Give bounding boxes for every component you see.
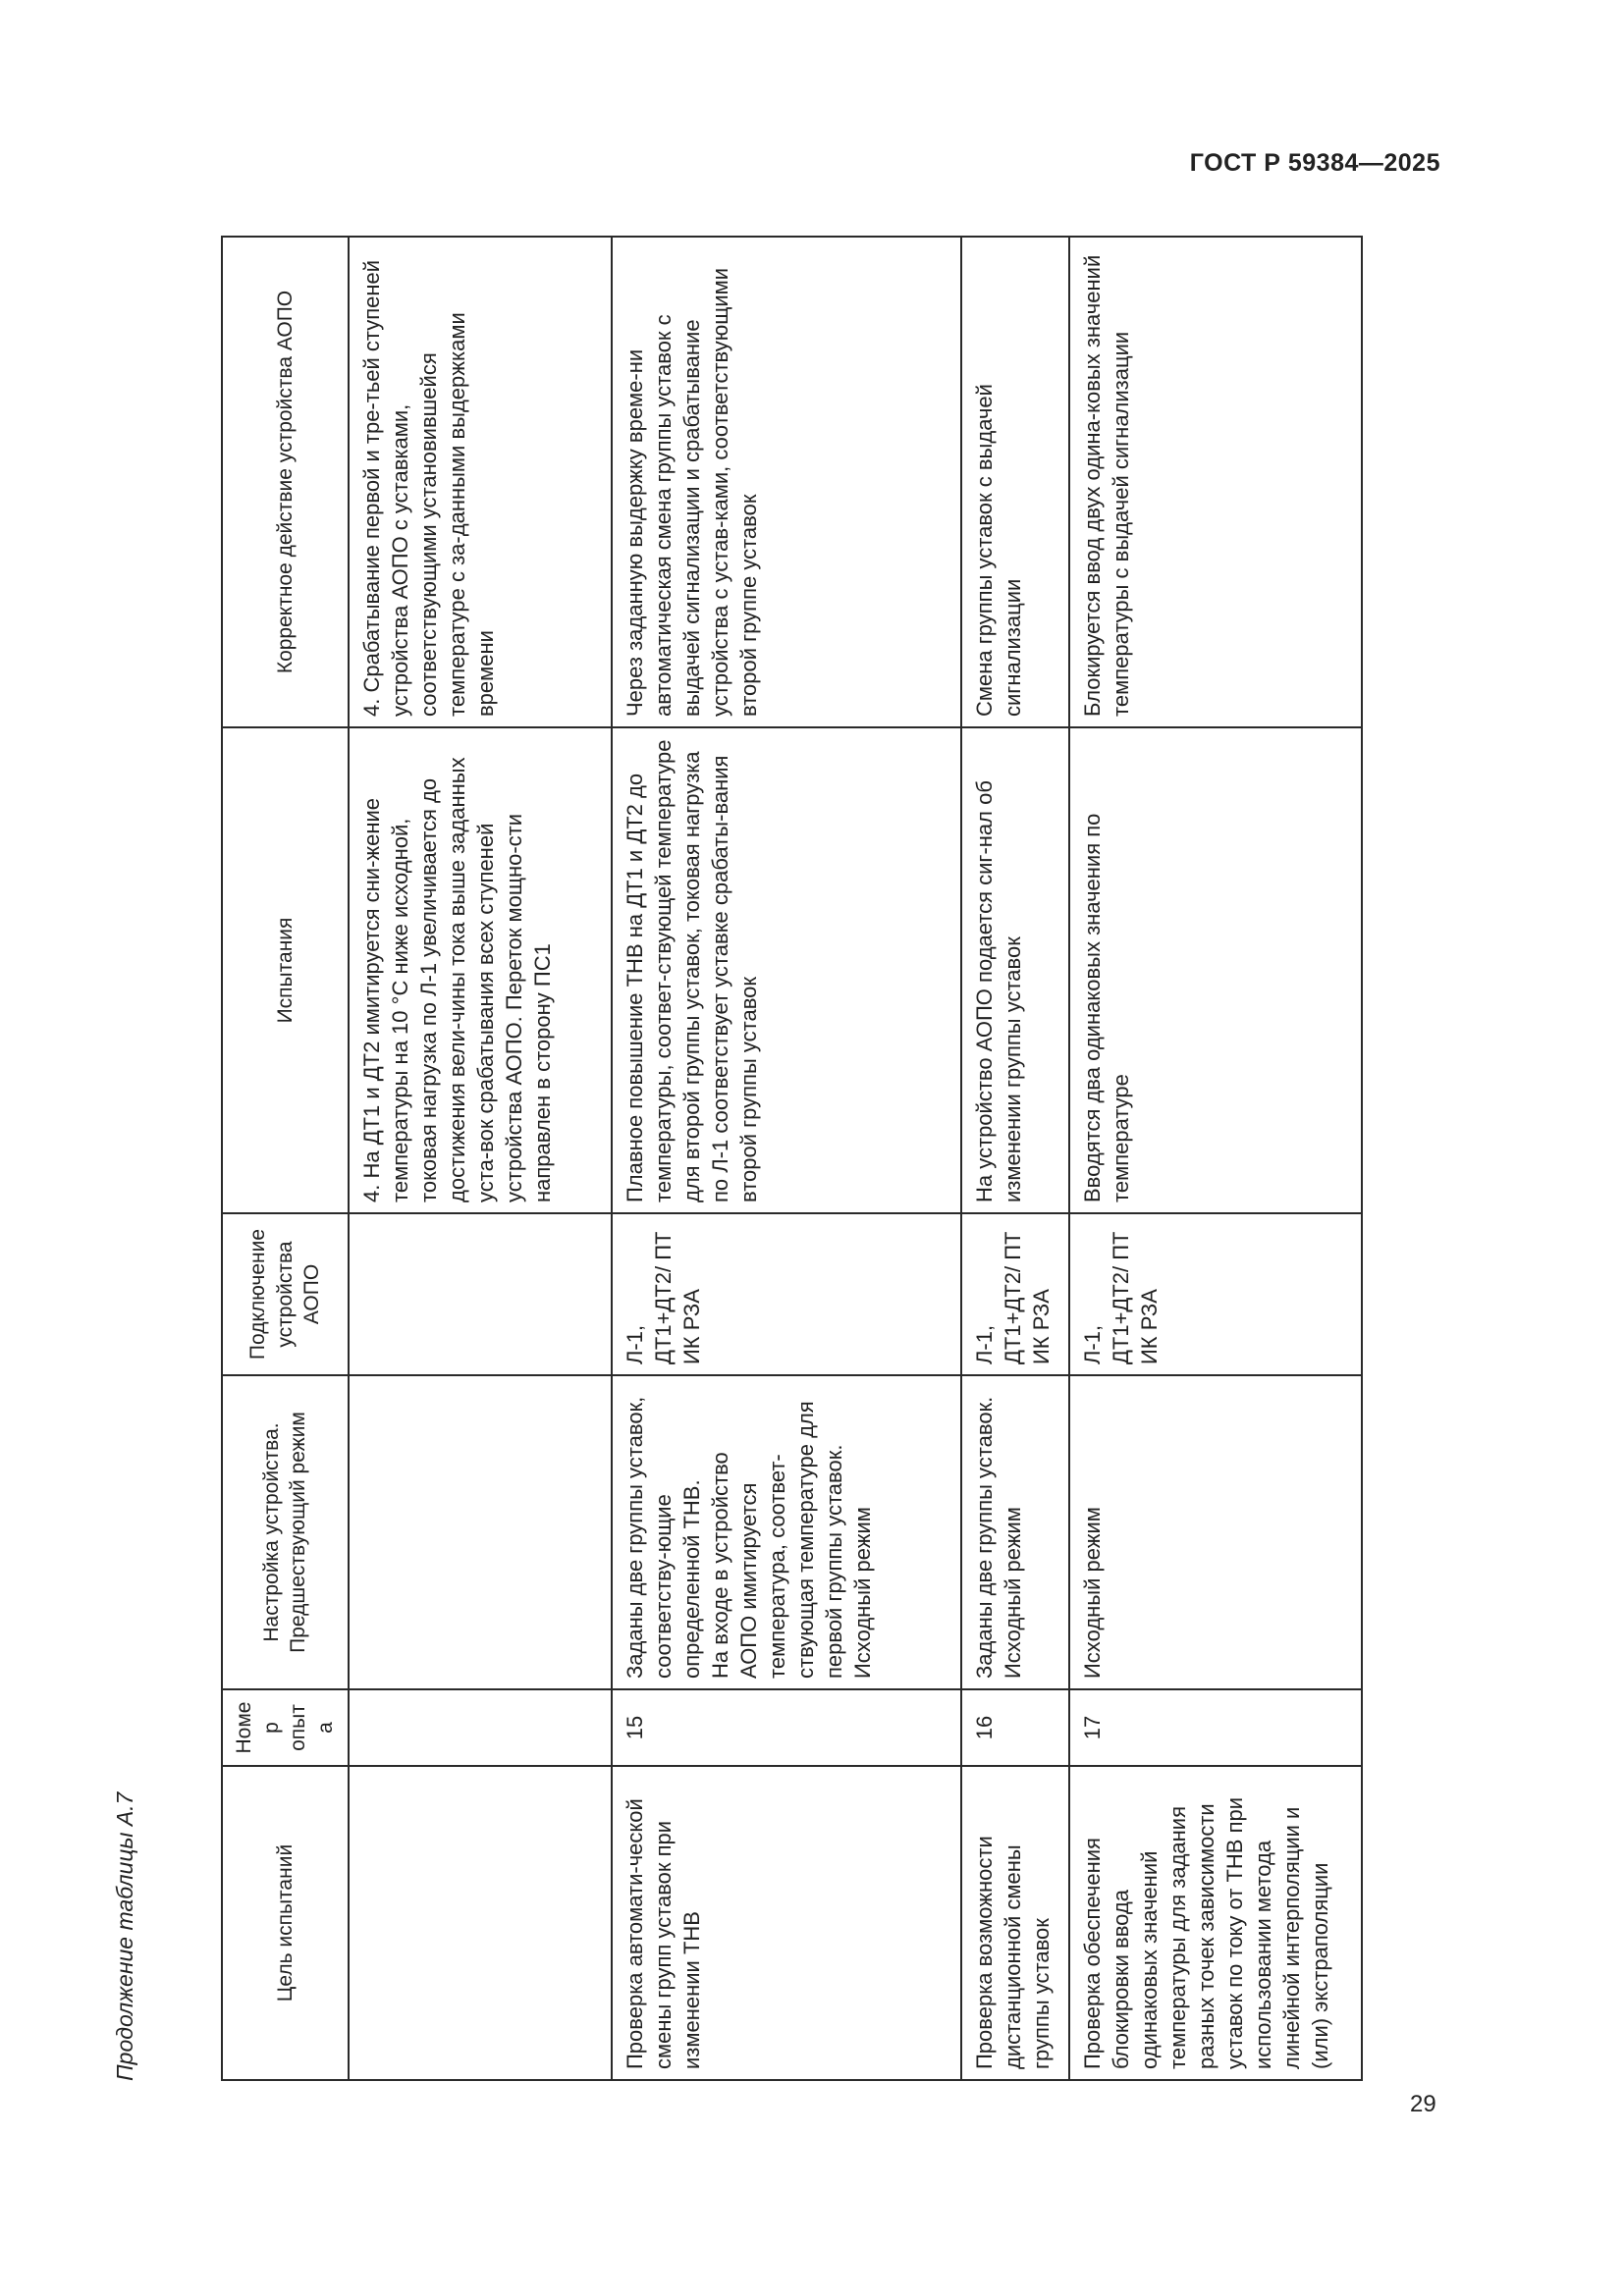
table-header-row — [222, 237, 349, 2080]
cell-num — [349, 1689, 612, 1766]
cell-action: Через заданную выдержку време-ни автоматическая смена группы уставок с выдачей сигнализации и срабатывание устройства с устав-ками, соответствующими второй группе уставок — [612, 237, 961, 727]
table-row — [1069, 237, 1362, 2080]
cell-connection — [349, 1213, 612, 1375]
header-goal: Цель испытаний — [222, 1766, 349, 2080]
page-number: 29 — [1410, 2091, 1436, 2117]
header-setup: Настройка устройства. Предшествующий режим — [222, 1375, 349, 1689]
cell-goal: Проверка автомати-ческой смены групп уставок при изменении ТНВ — [612, 1766, 961, 2080]
cell-num: 16 — [961, 1689, 1069, 1766]
document-code: ГОСТ Р 59384—2025 — [1189, 149, 1440, 177]
cell-action: Смена группы уставок с выдачей сигнализации — [961, 237, 1069, 727]
cell-num: 17 — [1069, 1689, 1362, 1766]
table-row — [961, 237, 1069, 2080]
cell-test: Плавное повышение ТНВ на ДТ1 и ДТ2 до температуры, соответ-ствующей температуре для второй группы уставок, токовая нагрузка по Л-1 соответствует уставке срабаты-вания второй группы уставок — [612, 727, 961, 1213]
header-connection: Подключение устройства АОПО — [222, 1213, 349, 1375]
cell-num: 15 — [612, 1689, 961, 1766]
cell-goal — [349, 1766, 612, 2080]
table-caption: Продолжение таблицы А.7 — [112, 1791, 137, 2081]
rotated-table-area — [108, 216, 1333, 2081]
cell-action: Блокируется ввод двух одина-ковых значений температуры с выдачей сигнализации — [1069, 237, 1362, 727]
test-table — [221, 236, 1363, 2081]
cell-setup: Исходный режим — [1069, 1375, 1362, 1689]
header-action: Корректное действие устройства АОПО — [222, 237, 349, 727]
cell-goal: Проверка обеспечения блокировки ввода одинаковых значений температуры для задания разных точек зависимости уставок по току от ТНВ при использовании метода линейной интерполяции и (или) экстраполяции — [1069, 1766, 1362, 2080]
cell-setup: Заданы две группы уставок. Исходный режим — [961, 1375, 1069, 1689]
cell-setup: Заданы две группы уставок, соответству-ющие определенной ТНВ. На входе в устройство АОПО имитируется температура, соответ-ствующая температуре для первой группы уставок. Исходный режим — [612, 1375, 961, 1689]
cell-connection: Л-1, ДТ1+ДТ2/ ПТ ИК РЗА — [1069, 1213, 1362, 1375]
header-test: Испытания — [222, 727, 349, 1213]
cell-connection: Л-1, ДТ1+ДТ2/ ПТ ИК РЗА — [612, 1213, 961, 1375]
cell-setup — [349, 1375, 612, 1689]
table-row — [612, 237, 961, 2080]
cell-goal: Проверка возможности дистанционной смены группы уставок — [961, 1766, 1069, 2080]
cell-test: Вводятся два одинаковых значения по температуре — [1069, 727, 1362, 1213]
cell-action: 4. Срабатывание первой и тре-тьей ступеней устройства АОПО с уставками, соответствующими установившейся температуре с за-данными выдержками времени — [349, 237, 612, 727]
header-num: Номер опыта — [222, 1689, 349, 1766]
cell-test: 4. На ДТ1 и ДТ2 имитируется сни-жение температуры на 10 °С ниже исходной, токовая нагрузка по Л-1 увеличивается до достижения вели-чины тока выше заданных уста-вок срабатывания всех ступеней устройства АОПО. Переток мощно-сти направлен в сторону ПС1 — [349, 727, 612, 1213]
cell-test: На устройство АОПО подается сиг-нал об изменении группы уставок — [961, 727, 1069, 1213]
cell-connection: Л-1, ДТ1+ДТ2/ ПТ ИК РЗА — [961, 1213, 1069, 1375]
table-row — [349, 237, 612, 2080]
